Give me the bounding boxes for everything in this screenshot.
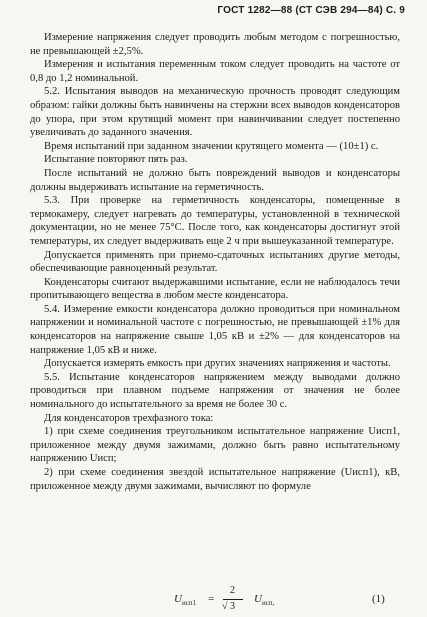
page-header: ГОСТ 1282—88 (СТ СЭВ 294—84) С. 9: [217, 5, 405, 16]
formula-equals: =: [208, 593, 215, 605]
paragraph: 5.3. При проверке на герметичность конденсаторы, помещенные в термокамеру, следует нагревать до температуры, установленной в технической документации, но не менее 75°С. После того, как конденсаторы достигнут этой температуры, их следует выдерживать еще 2 ч при вышеуказанной температуре.: [30, 195, 400, 247]
formula-numerator: 2: [230, 585, 235, 596]
formula-denominator: √ 3: [222, 601, 235, 612]
paragraph: Допускается измерять емкость при других значениях напряжения и частоты.: [44, 358, 391, 370]
paragraph: После испытаний не должно быть повреждений выводов и конденсаторы должны выдерживать испытание на герметичность.: [30, 167, 400, 193]
paragraph: 2) при схеме соединения звездой испытательное напряжение (Uисп1), кВ, приложенное между двумя зажимами, вычисляют по формуле: [30, 467, 400, 492]
paragraph: Допускается применять при приемо-сдаточных испытаниях другие методы, обеспечивающие равноценный результат.: [30, 249, 400, 275]
paragraph: Для конденсаторов трехфазного тока:: [44, 412, 214, 424]
formula-1: [0, 585, 427, 612]
paragraph: 5.5. Испытание конденсаторов напряжением между выводами должно проводиться при плавном подъеме напряжения от значения не более номинального до испытательного за время не более 30 с.: [30, 371, 400, 411]
paragraph: Измерения и испытания переменным током следует проводить на частоте от 0,8 до 1,2 номинальной.: [30, 59, 400, 84]
paragraph: Конденсаторы считают выдержавшими испытание, если не наблюдалось течи пропитывающего вещества в любом месте конденсатора.: [30, 276, 400, 302]
paragraph: Время испытаний при заданном значении крутящего момента — (10±1) с.: [44, 140, 379, 152]
formula-rhs: $U_{исп,}$: [254, 593, 275, 608]
paragraph: 1) при схеме соединения треугольником испытательное напряжение Uисп1, приложенное между двумя зажимами, должно быть равно испытательному напряжению Uисп;: [30, 426, 400, 465]
paragraph: 5.4. Измерение емкости конденсатора должно проводиться при номинальном напряжении и номинальной частоте с погрешностью, не превышающей ±1% для конденсаторов на напряжение свыше 1,05 кВ и ±2% — для конденсаторов на напряжение 1,05 кВ и ниже.: [30, 303, 400, 356]
paragraph: Испытание повторяют пять раз.: [44, 154, 188, 166]
paragraph: Измерение напряжения следует проводить любым методом с погрешностью, не превышающей ±2,5%.: [30, 32, 400, 57]
fraction-bar: [223, 599, 243, 600]
document-body: [30, 31, 400, 493]
formula-lhs: $U_{исп1}$: [174, 593, 197, 608]
paragraph: 5.2. Испытания выводов на механическую прочность проводят следующим образом: гайки должны быть навинчены на стержни всех выводов конденсаторов до упора, при этом крутящий момент при навинчивании следует постепенно увеличивать до заданного значения.: [30, 86, 400, 139]
formula-number: (1): [372, 593, 385, 605]
